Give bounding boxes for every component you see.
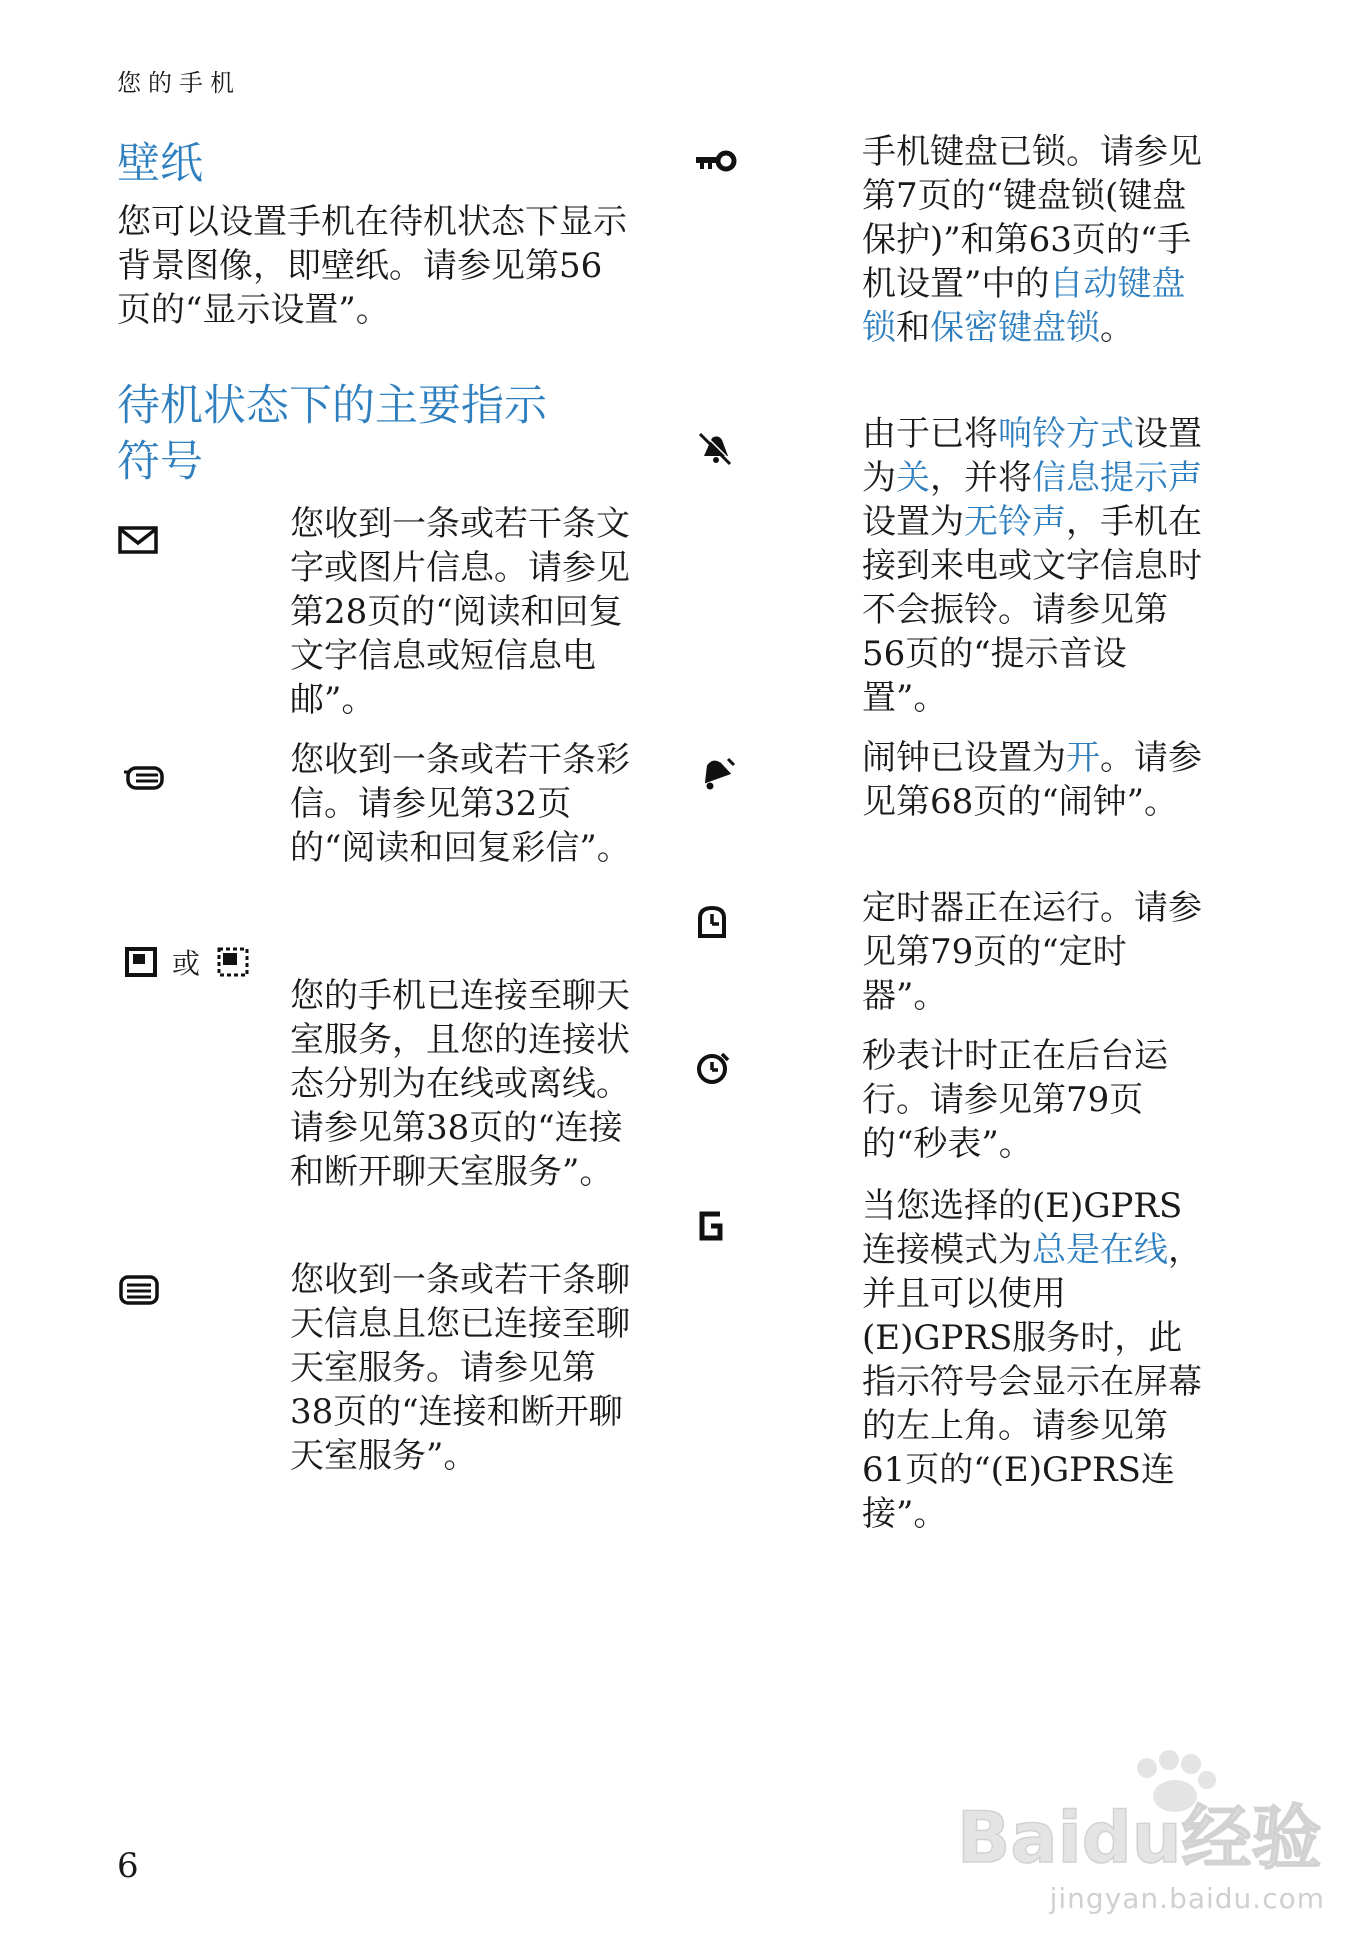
stopwatch-entry-text: 秒表计时正在后台运行。请参见第79页的“秒表”。 — [862, 1036, 1168, 1164]
alarm-bell-icon — [694, 755, 738, 791]
envelope-entry-text: 您收到一条或若干条文字或图片信息。请参见第28页的“阅读和回复文字信息或短信息电邮”。 — [290, 504, 630, 720]
no-tone-link[interactable]: 无铃声 — [964, 502, 1066, 542]
chat-message-entry-text: 您收到一条或若干条聊天信息且您已连接至聊天室服务。请参见第38页的“连接和断开聊天室服务”。 — [290, 1260, 630, 1476]
alarm-text-1: 闹钟已设置为 — [862, 738, 1066, 778]
keylock-text-2: 和 — [896, 308, 930, 348]
chat-offline-icon — [216, 946, 252, 980]
always-online-link[interactable]: 总是在线 — [1032, 1230, 1168, 1270]
silent-text-3: ，并将 — [930, 458, 1032, 498]
gprs-text-2: ，并且可以使用(E)GPRS服务时，此指示符号会显示在屏幕的左上角。请参见第61页的“(E)GPRS连接”。 — [862, 1230, 1202, 1534]
indicators-heading-line2: 符号 — [117, 437, 203, 487]
silent-text-1: 由于已将 — [862, 414, 998, 454]
silent-text-2: 设置为 — [862, 414, 1202, 498]
auto-keylock-link[interactable]: 自动键盘锁 — [862, 264, 1186, 348]
chat-message-icon — [117, 1272, 161, 1308]
baidu-watermark-logo — [957, 1740, 1327, 1890]
alarm-entry-text — [862, 736, 1207, 824]
envelope-icon — [117, 522, 161, 558]
or-label: 或 — [172, 947, 201, 980]
gprs-text-1: 当您选择的(E)GPRS连接模式为 — [862, 1186, 1183, 1270]
stopwatch-icon — [694, 1050, 738, 1086]
watermark-url: jingyan.baidu.com — [1049, 1882, 1325, 1915]
key-icon — [694, 145, 738, 181]
chat-online-entry-text: 您的手机已连接至聊天室服务，且您的连接状态分别为在线或离线。请参见第38页的“连接和断开聊天室服务”。 — [290, 976, 630, 1192]
alarm-text-2: 。请参见第68页的“闹钟”。 — [862, 738, 1202, 822]
ringing-type-link[interactable]: 响铃方式 — [998, 414, 1134, 454]
indicators-heading-line1: 待机状态下的主要指示 — [117, 381, 547, 431]
alarm-on-link[interactable]: 开 — [1066, 738, 1100, 778]
keylock-entry-text — [862, 130, 1207, 350]
indicators-heading — [117, 378, 547, 490]
mms-icon — [122, 762, 166, 798]
watermark-brand: Baidu经验 — [957, 1797, 1322, 1879]
silent-entry-text — [862, 412, 1207, 720]
keylock-text-3: 。 — [1100, 308, 1134, 348]
wallpaper-heading: 壁纸 — [117, 139, 203, 189]
page-number: 6 — [117, 1846, 139, 1886]
silent-text-4: 设置为 — [862, 502, 964, 542]
security-keylock-link[interactable]: 保密键盘锁 — [930, 308, 1100, 348]
gprs-entry-text — [862, 1184, 1207, 1536]
silent-bell-icon — [694, 430, 738, 466]
wallpaper-text: 您可以设置手机在待机状态下显示背景图像，即壁纸。请参见第56页的“显示设置”。 — [117, 202, 627, 330]
off-link[interactable]: 关 — [896, 458, 930, 498]
timer-icon — [694, 904, 738, 940]
message-tone-link[interactable]: 信息提示声 — [1032, 458, 1202, 498]
timer-entry-text: 定时器正在运行。请参见第79页的“定时器”。 — [862, 888, 1202, 1016]
gprs-g-icon — [694, 1208, 738, 1244]
keylock-text-1: 手机键盘已锁。请参见第7页的“键盘锁(键盘保护)”和第63页的“手机设置”中的 — [862, 132, 1202, 304]
chat-online-icon — [124, 946, 160, 980]
mms-entry-text: 您收到一条或若干条彩信。请参见第32页的“阅读和回复彩信”。 — [290, 740, 631, 868]
running-header: 您的手机 — [117, 69, 241, 97]
silent-text-5: ，手机在接到来电或文字信息时不会振铃。请参见第56页的“提示音设置”。 — [862, 502, 1202, 718]
